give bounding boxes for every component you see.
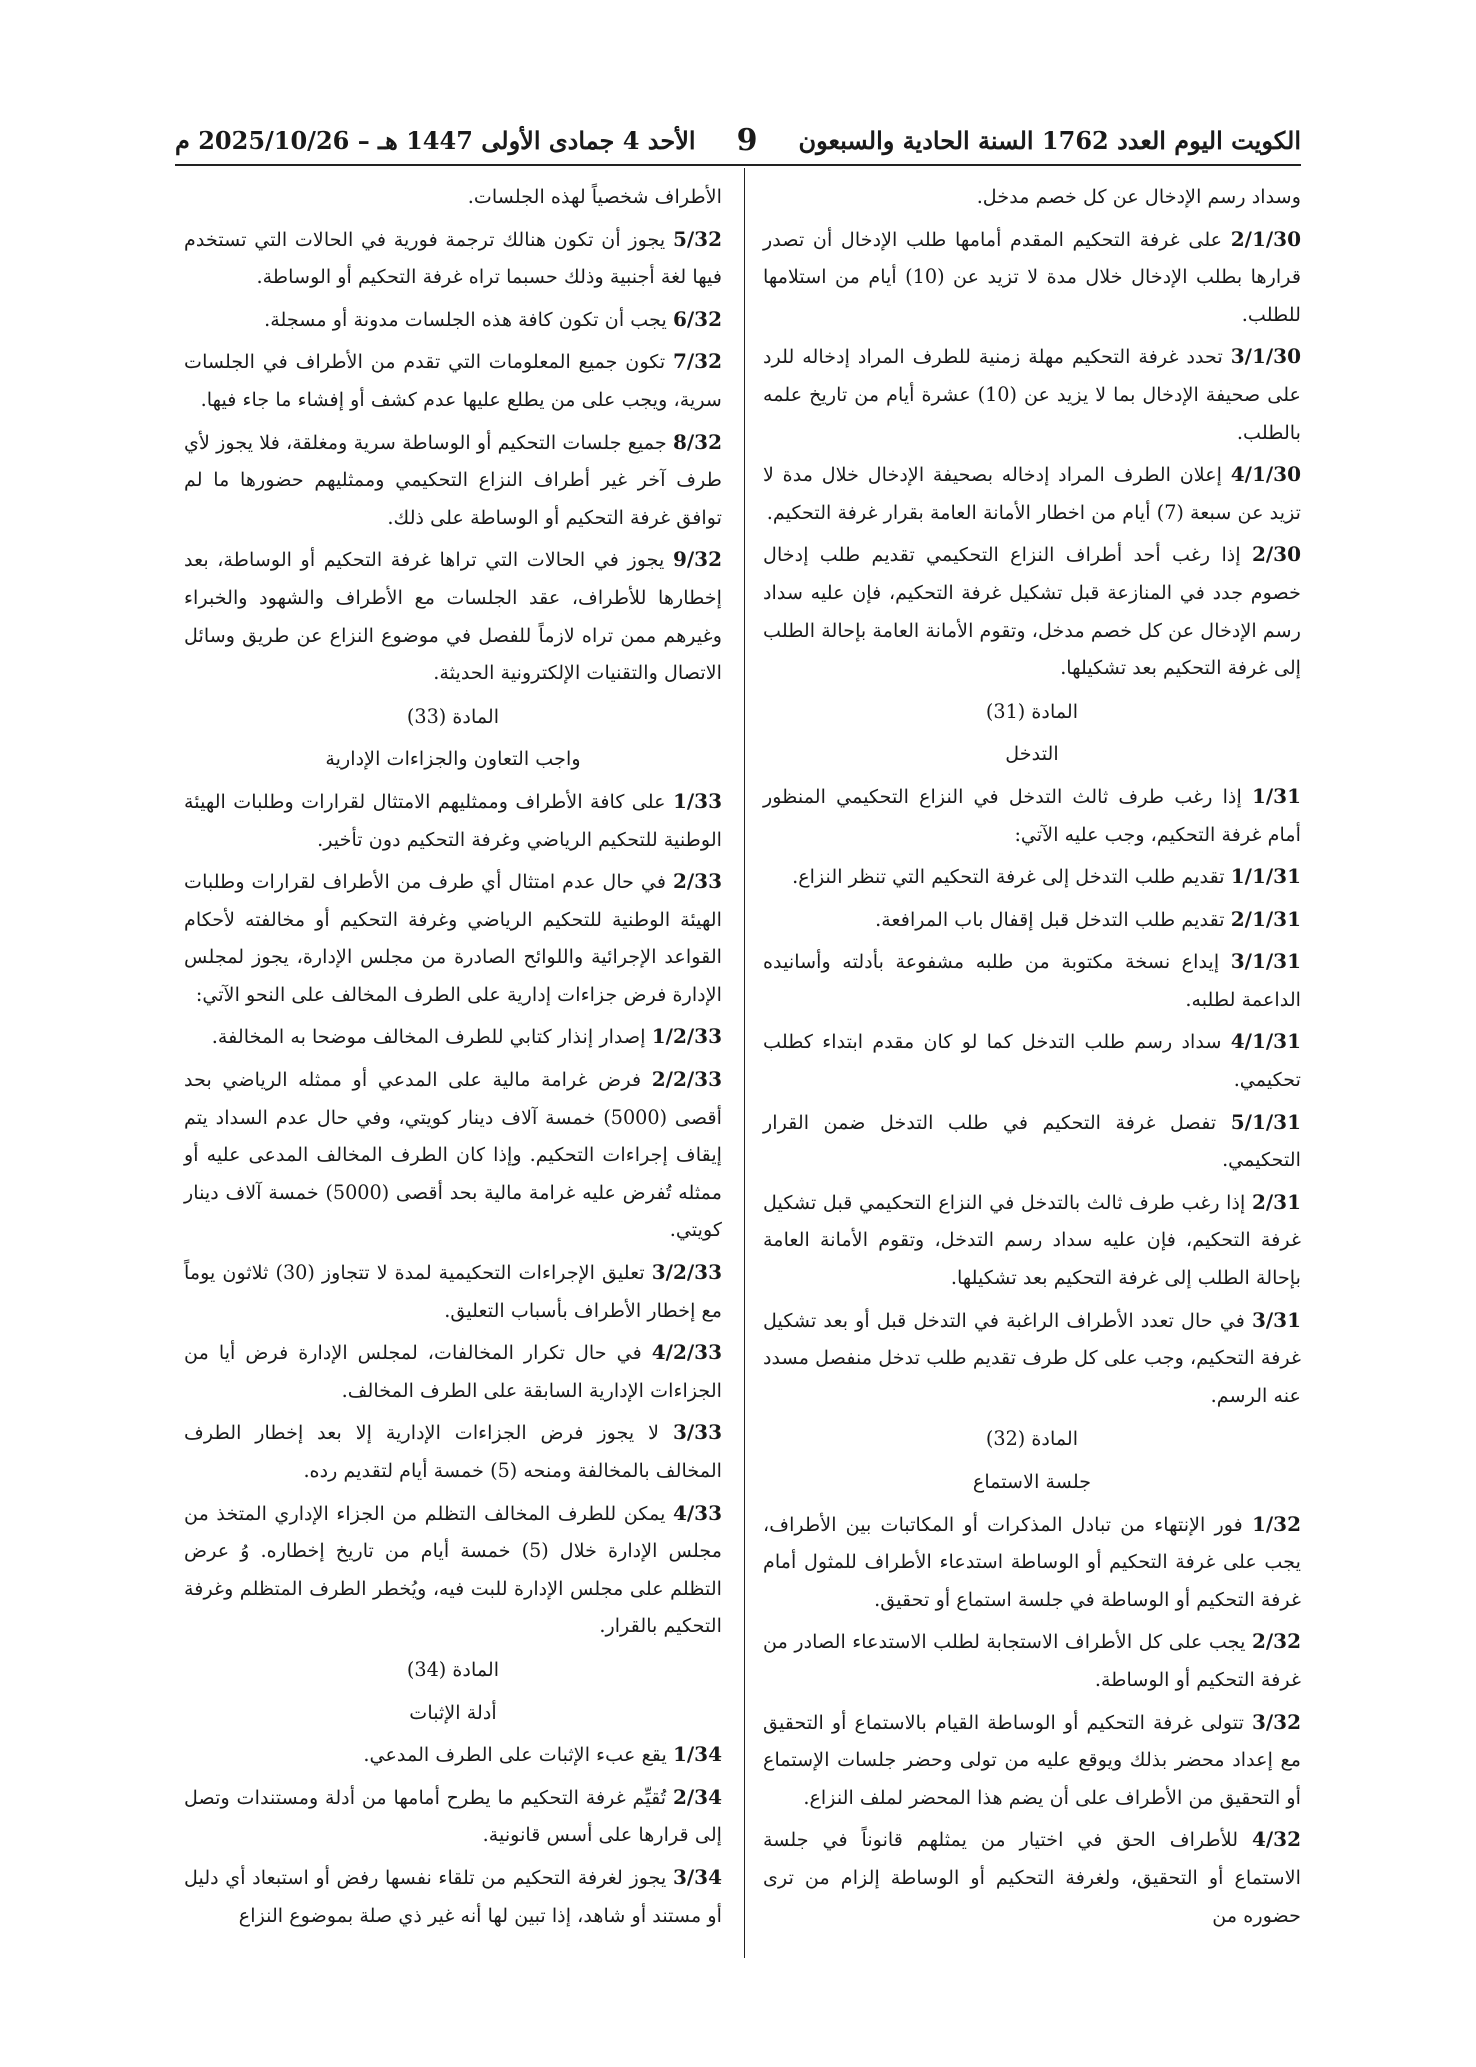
clause-number: 3/1/31 [1230,949,1301,974]
page-header [175,118,1301,162]
clause-text: على غرفة التحكيم المقدم أمامها طلب الإدخال أن تصدر قرارها بطلب الإدخال خلال مدة لا تزيد عن (10) أيام من استلامها للطلب. [763,227,1301,326]
clause [184,178,722,216]
clause [184,783,722,858]
clause [763,456,1301,531]
clause-number: 1/34 [672,1742,722,1767]
article-title: المادة (33) [406,704,500,728]
clause [184,1061,722,1249]
article-subtitle: التدخل [1005,742,1059,766]
clause-text: سداد رسم طلب التدخل كما لو كان مقدم ابتداء كطلب تحكيمي. [763,1030,1301,1092]
clause [763,858,1301,896]
clause-text: تقديم طلب التدخل إلى غرفة التحكيم التي تنظر النزاع. [792,865,1231,889]
clause-text: يجب أن تكون كافة هذه الجلسات مدونة أو مسجلة. [264,307,673,331]
clause [763,178,1301,216]
clause-text: يجوز لغرفة التحكيم من تلقاء نفسها رفض أو استبعاد أي دليل أو مستند أو شاهد، إذا تبين لها أنه غير ذي صلة بموضوع النزاع [184,1865,722,1927]
clause-number: 3/1/30 [1230,344,1301,369]
clause [184,301,722,339]
clause-text: في حال عدم امتثال أي طرف من الأطراف لقرارات وطلبات الهيئة الوطنية للتحكيم الرياضي وغرفة التحكيم أو مخالفته لأحكام القواعد الإجرائية واللوائح الصادرة من مجلس الإدارة، يجوز لمجلس الإدارة فرض جزاءات إدارية على الطرف المخالف على النحو الآتي: [184,870,722,1006]
clause-number: 4/2/33 [651,1340,722,1365]
clause [763,1623,1301,1698]
clause-text: يجوز في الحالات التي تراها غرفة التحكيم أو الوساطة، بعد إخطارها للأطراف، عقد الجلسات مع الأطراف والشهود والخبراء وغيرهم ممن تراه لازماً للفصل في موضوع النزاع عن طريق وسائل الاتصال والتقنيات الإلكترونية الحديثة. [184,548,722,685]
clause-text: إذا رغب أحد أطراف النزاع التحكيمي تقديم طلب إدخال خصوم جدد في المنازعة قبل تشكيل غرفة التحكيم، فإن عليه سداد رسم الإدخال عن كل خصم مدخل، وتقوم الأمانة العامة بإحالة الطلب إلى غرفة التحكيم بعد تشكيلها. [763,543,1301,680]
clause-number: 1/32 [1251,1511,1301,1536]
clause-text: تكون جميع المعلومات التي تقدم من الأطراف في الجلسات سرية، ويجب على من يطلع عليها عدم كشف أو إفشاء ما جاء فيها. [184,350,722,411]
clause-number: 2/34 [672,1784,722,1809]
clause [184,1414,722,1489]
clause [184,863,722,1013]
clause-number: 4/1/30 [1230,462,1301,487]
clause-text: يجب على كل الأطراف الاستجابة لطلب الاستدعاء الصادر من غرفة التحكيم أو الوساطة. [763,1630,1301,1691]
clause [763,1184,1301,1297]
clause [763,1506,1301,1619]
clause [184,1334,722,1409]
right-column [763,178,1301,1939]
article-title: المادة (32) [985,1427,1079,1451]
article-subtitle: أدلة الإثبات [409,1700,497,1724]
clause-number: 1/2/33 [651,1024,722,1049]
clause [184,1495,722,1645]
clause [763,1302,1301,1415]
clause-number: 3/33 [672,1420,722,1445]
clause-number: 2/1/30 [1230,226,1301,251]
clause-text: فور الإنتهاء من تبادل المذكرات أو المكاتبات بين الأطراف، يجب على غرفة التحكيم أو الوساطة استدعاء الأطراف للمثول أمام غرفة التحكيم أو الوساطة في جلسة استماع أو تحقيق. [763,1512,1301,1611]
clause-number: 9/32 [672,547,722,572]
clause-text: للأطراف الحق في اختيار من يمثلهم قانوناً في جلسة الاستماع أو التحقيق، ولغرفة التحكيم أو الوساطة إلزام من ترى حضوره من [763,1828,1301,1927]
clause-text: تقديم طلب التدخل قبل إقفال باب المرافعة. [875,907,1231,931]
clause [184,343,722,418]
clause-number: 2/2/33 [651,1067,722,1092]
gazette-issue: الكويت اليوم العدد 1762 السنة الحادية والسبعون [798,125,1301,155]
column-divider [744,168,745,1958]
article-title: المادة (31) [985,699,1079,723]
clause-number: 7/32 [672,349,722,374]
clause-number: 2/32 [1251,1629,1301,1654]
clause-text: على كافة الأطراف وممثليهم الامتثال لقرارات وطلبات الهيئة الوطنية للتحكيم الرياضي وغرفة التحكيم دون تأخير. [184,789,722,851]
clause-number: 2/1/31 [1230,906,1301,931]
clause [763,536,1301,686]
clause-text: جميع جلسات التحكيم أو الوساطة سرية ومغلقة، فلا يجوز لأي طرف آخر غير أطراف النزاع التحكيمي وممثليهم حضورها ما لم توافق غرفة التحكيم أو الوساطة على ذلك. [184,430,722,529]
clause-number: 5/32 [672,226,722,251]
article-title: المادة (34) [406,1657,500,1681]
clause [763,901,1301,939]
clause-text: يقع عبء الإثبات على الطرف المدعي. [363,1743,673,1767]
clause [184,1779,722,1854]
clause-number: 1/33 [672,788,722,813]
clause [184,1018,722,1056]
clause [763,221,1301,334]
clause [763,338,1301,451]
clause-text: الأطراف شخصياً لهذه الجلسات. [467,185,722,208]
clause-number: 3/32 [1251,1709,1301,1734]
clause-number: 3/2/33 [651,1260,722,1285]
clause [184,221,722,296]
clause-text: إعلان الطرف المراد إدخاله بصحيفة الإدخال خلال مدة لا تزيد عن سبعة (7) أيام من اخطار الأمانة العامة بقرار غرفة التحكيم. [763,463,1301,524]
clause-number: 6/32 [672,306,722,331]
clause-text: تُقيِّم غرفة التحكيم ما يطرح أمامها من أدلة ومستندات وتصل إلى قرارها على أسس قانونية. [184,1785,722,1847]
clause-text: تعليق الإجراءات التحكيمية لمدة لا تتجاوز (30) ثلاثون يوماً مع إخطار الأطراف بأسباب التعليق. [184,1261,722,1322]
clause-number: 4/32 [1251,1827,1301,1852]
clause [184,1859,722,1934]
clause-text: إصدار إنذار كتابي للطرف المخالف موضحا به المخالفة. [211,1025,652,1049]
clause-number: 8/32 [672,429,722,454]
clause-text: في حال تعدد الأطراف الراغبة في التدخل قبل أو بعد تشكيل غرفة التحكيم، وجب على كل طرف تقديم طلب تدخل منفصل مسدد عنه الرسم. [763,1308,1301,1407]
clause [763,1023,1301,1098]
clause-number: 2/31 [1251,1189,1301,1214]
page-number: 9 [736,122,758,158]
clause-number: 3/34 [672,1864,722,1889]
article-subtitle: جلسة الاستماع [972,1470,1092,1493]
clause-text: تتولى غرفة التحكيم أو الوساطة القيام بالاستماع أو التحقيق مع إعداد محضر بذلك ويوقع عليه من تولى وحضر جلسات الإستماع أو التحقيق من الأطراف على أن يضم هذا المحضر لملف النزاع. [763,1710,1301,1809]
clause-text: لا يجوز فرض الجزاءات الإدارية إلا بعد إخطار الطرف المخالف بالمخالفة ومنحه (5) خمسة أيام لتقديم رده. [184,1421,722,1482]
clause-text: تحدد غرفة التحكيم مهلة زمنية للطرف المراد إدخاله للرد على صحيفة الإدخال بما لا يزيد عن (10) عشرة أيام من تاريخ علمه بالطلب. [763,345,1301,444]
clause [184,424,722,537]
clause-text: إذا رغب طرف ثالث بالتدخل في النزاع التحكيمي قبل تشكيل غرفة التحكيم، فإن عليه سداد رسم التدخل، وتقوم الأمانة العامة بإحالة الطلب إلى غرفة التحكيم بعد تشكيلها. [763,1190,1301,1290]
clause [763,1104,1301,1179]
clause-number: 5/1/31 [1230,1109,1301,1134]
clause-text: في حال تكرار المخالفات، لمجلس الإدارة فرض أيا من الجزاءات الإدارية السابقة على الطرف المخالف. [184,1341,722,1402]
clause-number: 3/31 [1251,1307,1301,1332]
clause-number: 2/33 [672,869,722,894]
clause [184,1254,722,1329]
clause-number: 2/30 [1251,542,1301,567]
clause-text: فرض غرامة مالية على المدعي أو ممثله الرياضي بحد أقصى (5000) خمسة آلاف دينار كويتي، وفي حال عدم السداد يتم إيقاف إجراءات التحكيم. وإذا كان الطرف المخالف المدعى عليه أو ممثله تُفرض عليه غرامة مالية بحد أقصى (5000) خمسة آلاف دينار كويتي. [184,1068,722,1242]
clause-number: 1/31 [1251,783,1301,808]
article-subtitle: واجب التعاون والجزاءات الإدارية [325,747,581,771]
clause [763,1821,1301,1934]
clause [763,778,1301,853]
clause-number: 4/1/31 [1230,1029,1301,1054]
clause-number: 4/33 [672,1500,722,1525]
header-rule [175,164,1301,166]
clause [184,541,722,691]
clause-number: 1/1/31 [1230,864,1301,889]
clause-text: يمكن للطرف المخالف التظلم من الجزاء الإداري المتخذ من مجلس الإدارة خلال (5) خمسة أيام من تاريخ إخطاره. وُ عرض التظلم على مجلس الإدارة للبت فيه، ويُخطر الطرف المتظلم وغرفة التحكيم بالقرار. [184,1501,722,1638]
clause-text: وسداد رسم الإدخال عن كل خصم مدخل. [976,185,1301,208]
clause [184,1736,722,1774]
clause-text: إذا رغب طرف ثالث التدخل في النزاع التحكيمي المنظور أمام غرفة التحكيم، وجب عليه الآتي: [763,784,1301,846]
clause-text: إيداع نسخة مكتوبة من طلبه مشفوعة بأدلته وأسانيده الداعمة لطلبه. [763,950,1301,1011]
clause-text: تفصل غرفة التحكيم في طلب التدخل ضمن القرار التحكيمي. [763,1110,1301,1172]
clause-text: يجوز أن تكون هنالك ترجمة فورية في الحالات التي تستخدم فيها لغة أجنبية وذلك حسبما تراه غرفة التحكيم أو الوساطة. [184,227,722,289]
clause [763,1704,1301,1817]
issue-date: الأحد 4 جمادى الأولى 1447 هـ – 2025/10/26 م [175,125,696,155]
clause [763,943,1301,1018]
left-column [184,178,722,1939]
